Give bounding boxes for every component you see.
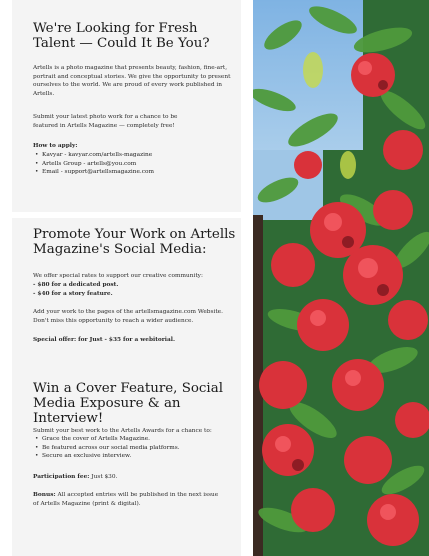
list-item: • Be featured across our social media platforms. — [33, 444, 239, 453]
website-text: Add your work to the pages of the artellsmagazine.com Website. Don't miss this opportunity to reach a wider audience. — [33, 309, 223, 324]
rate-dedicated-post: - $80 for a dedicated post. — [33, 282, 119, 288]
participation-fee: Participation fee: Just $30. — [33, 474, 118, 480]
list-item: • Artells Group - artells@you.com — [33, 160, 233, 169]
heading-promote: Promote Your Work on Artells Magazine's Social Media: — [33, 227, 236, 257]
section-promote-and-awards — [12, 218, 241, 556]
how-to-apply-label: How to apply: — [33, 143, 78, 149]
flower-photo — [253, 0, 429, 556]
bonus-text: Bonus: All accepted entries will be published in the next issue of Artells Magazine (print & digital). — [33, 492, 219, 507]
apply-list — [33, 151, 233, 177]
rate-story-feature: - $40 for a story feature. — [33, 291, 113, 297]
submit-text: Submit your latest photo work for a chance to be featured in Artells Magazine — completely free! — [33, 114, 178, 129]
heading-awards: Win a Cover Feature, Social Media Exposure & an Interview! — [33, 381, 223, 426]
awards-intro: Submit your best work to the Artells Awards for a chance to: — [33, 428, 212, 434]
flower-photo-image — [253, 0, 429, 556]
list-item: • Secure an exclusive interview. — [33, 452, 239, 461]
special-offer: Special offer: for Just - $35 for a webitorial. — [33, 337, 175, 343]
list-item: • Grace the cover of Artells Magazine. — [33, 435, 239, 444]
list-item: • Email - support@artellsmagazine.com — [33, 168, 233, 177]
section-fresh-talent — [12, 0, 241, 212]
awards-list — [33, 435, 239, 461]
list-item: • Kavyar - kavyar.com/artells-magazine — [33, 151, 233, 160]
intro-text: Artells is a photo magazine that presents beauty, fashion, fine-art, portrait and conceptual stories. We give the opportunity to present ourselves to the world. We are proud of every work published in Artells. — [33, 65, 231, 97]
rates-intro: We offer special rates to support our creative community: — [33, 273, 203, 279]
heading-fresh-talent: We're Looking for Fresh Talent — Could It Be You? — [33, 21, 210, 51]
